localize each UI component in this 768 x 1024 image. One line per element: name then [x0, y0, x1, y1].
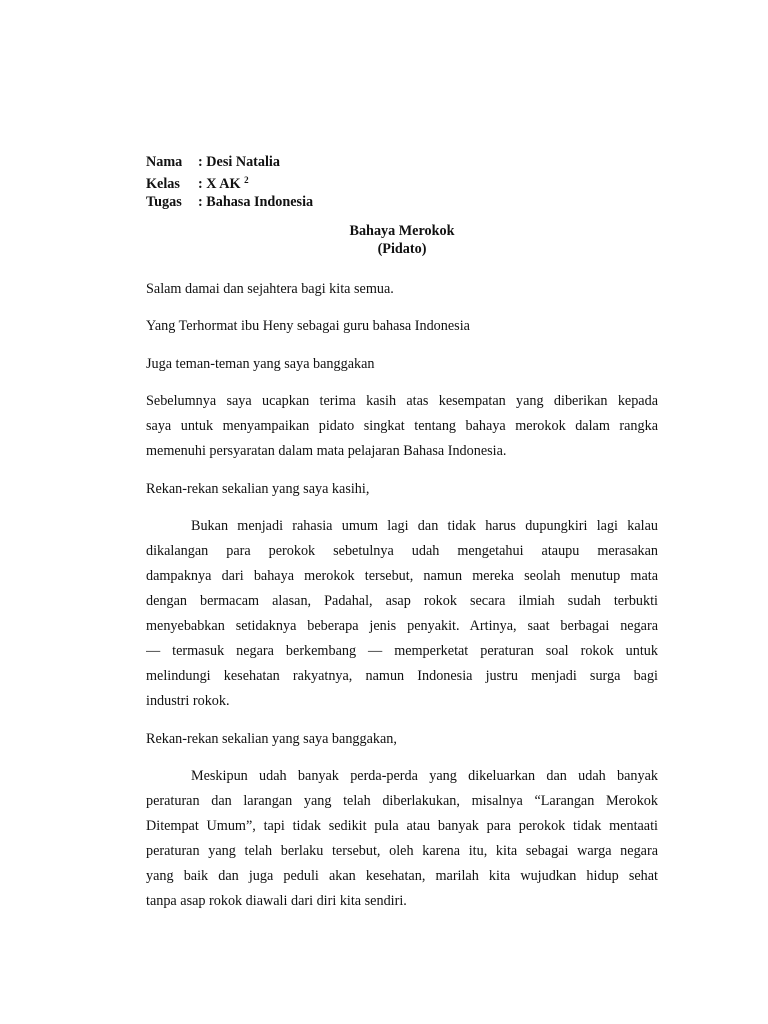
paragraph-1-line: dampaknya dari bahaya merokok tersebut, namun mereka seolah menutup mata — [146, 568, 658, 584]
intro-line: Sebelumnya saya ucapkan terima kasih atas kesempatan yang diberikan kepada — [146, 393, 658, 409]
title-subtitle: (Pidato) — [377, 241, 427, 257]
paragraph-1-line: dengan bermacam alasan, Padahal, asap rokok secara ilmiah sudah terbukti — [146, 593, 658, 609]
paragraph-1-line: dikalangan para perokok sebetulnya udah mengetahui ataupu merasakan — [146, 543, 658, 559]
task-label: Tugas — [146, 194, 182, 210]
paragraph-2-line: peraturan yang telah berlaku tersebut, oleh karena itu, kita sebagai warga negara — [146, 843, 658, 859]
class-value: : X AK — [198, 176, 241, 192]
name-label: Nama — [146, 154, 183, 170]
paragraph-1-line: melindungi kesehatan rakyatnya, namun Indonesia justru menjadi surga bagi — [146, 668, 658, 684]
paragraph-2-line: peraturan dan larangan yang telah diberlakukan, misalnya “Larangan Merokok — [146, 793, 658, 809]
class-row — [146, 171, 313, 193]
task-value: : Bahasa Indonesia — [198, 194, 314, 210]
greeting-line: Salam damai dan sejahtera bagi kita semua. — [146, 281, 394, 297]
class-superscript: 2 — [244, 175, 249, 185]
intro-line: memenuhi persyaratan dalam mata pelajaran Bahasa Indonesia. — [146, 443, 507, 459]
task-row — [146, 193, 313, 211]
intro-line: saya untuk menyampaikan pidato singkat tentang bahaya merokok dalam rangka — [146, 418, 658, 434]
paragraph-1-line: industri rokok. — [146, 693, 230, 709]
paragraph-2-line: Ditempat Umum”, tapi tidak sedikit pula atau banyak para perokok tidak mentaati — [146, 818, 658, 834]
address-line: Rekan-rekan sekalian yang saya kasihi, — [146, 481, 370, 497]
paragraph-2-line: yang baik dan juga peduli akan kesehatan, marilah kita wujudkan hidup sehat — [146, 868, 658, 884]
friends-line: Juga teman-teman yang saya banggakan — [146, 356, 375, 372]
honor-line: Yang Terhormat ibu Heny sebagai guru bahasa Indonesia — [146, 318, 470, 334]
student-info-header — [146, 153, 313, 211]
address-line: Rekan-rekan sekalian yang saya banggakan, — [146, 731, 397, 747]
name-value: : Desi Natalia — [198, 154, 280, 170]
paragraph-2-line: Meskipun udah banyak perda-perda yang dikeluarkan dan udah banyak — [191, 768, 658, 784]
paragraph-2-line: tanpa asap rokok diawali dari diri kita sendiri. — [146, 893, 407, 909]
paragraph-1-line: — termasuk negara berkembang — memperketat peraturan soal rokok untuk — [146, 643, 658, 659]
title-main: Bahaya Merokok — [349, 223, 455, 239]
speech-title — [146, 222, 658, 258]
name-row — [146, 153, 313, 171]
paragraph-1-line: menyebabkan setidaknya beberapa jenis penyakit. Artinya, saat berbagai negara — [146, 618, 658, 634]
class-label: Kelas — [146, 176, 180, 192]
paragraph-1-line: Bukan menjadi rahasia umum lagi dan tidak harus dupungkiri lagi kalau — [191, 518, 658, 534]
